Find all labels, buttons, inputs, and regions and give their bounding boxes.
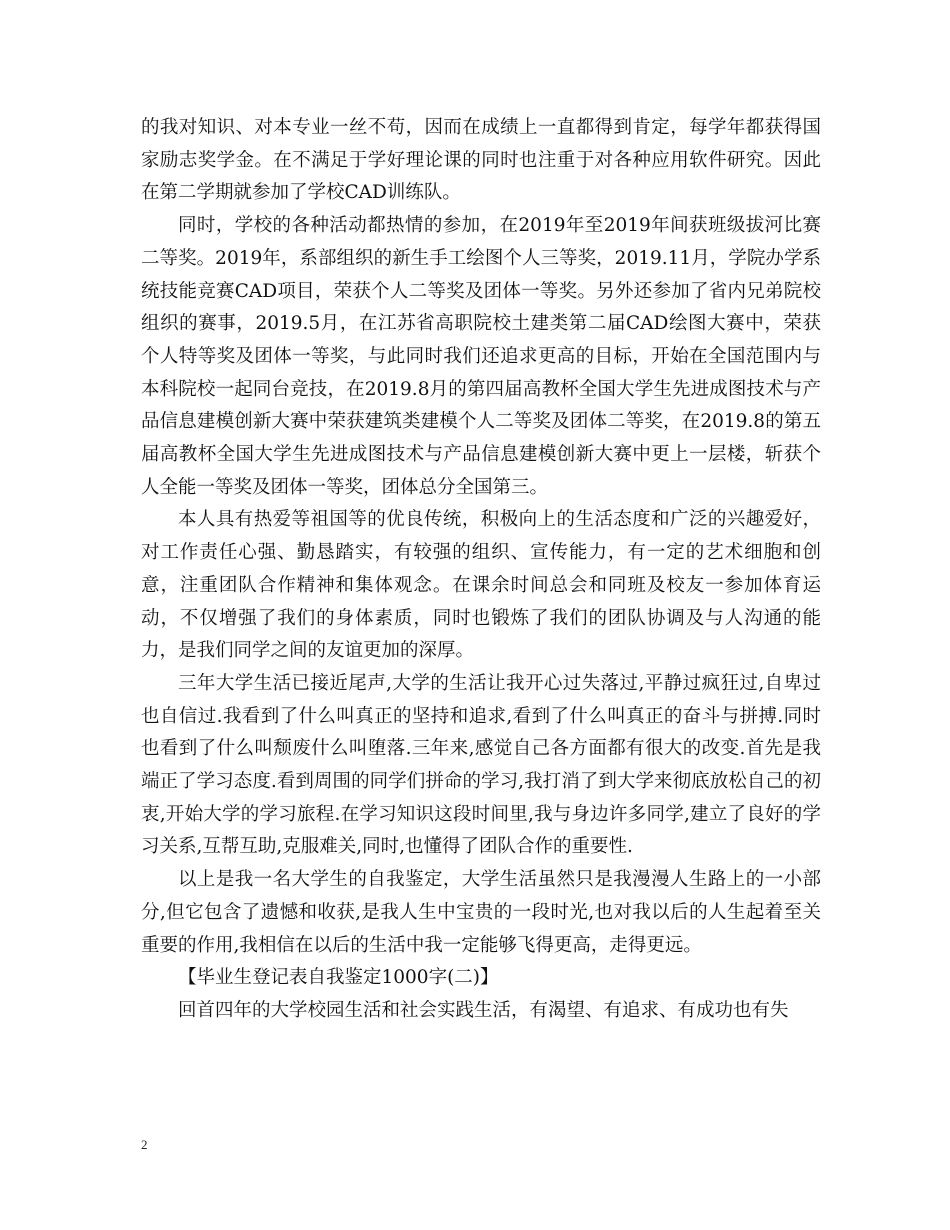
page-number: 2 [141, 1137, 148, 1152]
paragraph-continuation: 的我对知识、对本专业一丝不苟，因而在成绩上一直都得到肯定，每学年都获得国家励志奖学金。在不满足于学好理论课的同时也注重于对各种应用软件研究。因此在第二学期就参加了学校CAD训练队。 [141, 117, 821, 204]
section-heading: 【毕业生登记表自我鉴定1000字(二)】 [178, 967, 499, 989]
paragraph-conclusion: 以上是我一名大学生的自我鉴定，大学生活虽然只是我漫漫人生路上的一小部分,但它包含了遗憾和收获,是我人生中宝贵的一段时光,也对我以后的人生起着至关重要的作用,我相信在以后的生活中我一定能够飞得更高，走得更远。 [141, 869, 821, 956]
paragraph-looking-back: 回首四年的大学校园生活和社会实践生活，有渴望、有追求、有成功也有失 [178, 999, 789, 1021]
paragraph-three-years: 三年大学生活已接近尾声,大学的生活让我开心过失落过,平静过疯狂过,自卑过也自信过.我看到了什么叫真正的坚持和追求,看到了什么叫真正的奋斗与拼搏.同时也看到了什么叫颓废什么叫堕落.三年来,感觉自己各方面都有很大的改变.首先是我端正了学习态度.看到周围的同学们拼命的学习,我打消了到大学来彻底放松自己的初衷,开始大学的学习旅程.在学习知识这段时间里,我与身边许多同学,建立了良好的学习关系,互帮互助,克服难关,同时,也懂得了团队合作的重要性. [141, 672, 821, 858]
paragraph-personal-qualities: 本人具有热爱等祖国等的优良传统，积极向上的生活态度和广泛的兴趣爱好，对工作责任心强、勤恳踏实，有较强的组织、宣传能力，有一定的艺术细胞和创意，注重团队合作精神和集体观念。在课余时间总会和同班及校友一参加体育运动，不仅增强了我们的身体素质，同时也锻炼了我们的团队协调及与人沟通的能力，是我们同学之间的友谊更加的深厚。 [141, 509, 821, 662]
paragraph-activities-awards: 同时，学校的各种活动都热情的参加，在2019年至2019年间获班级拔河比赛二等奖。2019年，系部组织的新生手工绘图个人三等奖，2019.11月，学院办学系统技能竞赛CAD项目，荣获个人二等奖及团体一等奖。另外还参加了省内兄弟院校组织的赛事，2019.5月，在江苏省高职院校土建类第二届CAD绘图大赛中，荣获个人特等奖及团体一等奖，与此同时我们还追求更高的目标，开始在全国范围内与本科院校一起同台竞技，在2019.8月的第四届高教杯全国大学生先进成图技术与产品信息建模创新大赛中荣获建筑类建模个人二等奖及团体二等奖，在2019.8的第五届高教杯全国大学生先进成图技术与产品信息建模创新大赛中更上一层楼，斩获个人全能一等奖及团体一等奖，团体总分全国第三。 [141, 215, 821, 498]
body-text [141, 112, 821, 1028]
